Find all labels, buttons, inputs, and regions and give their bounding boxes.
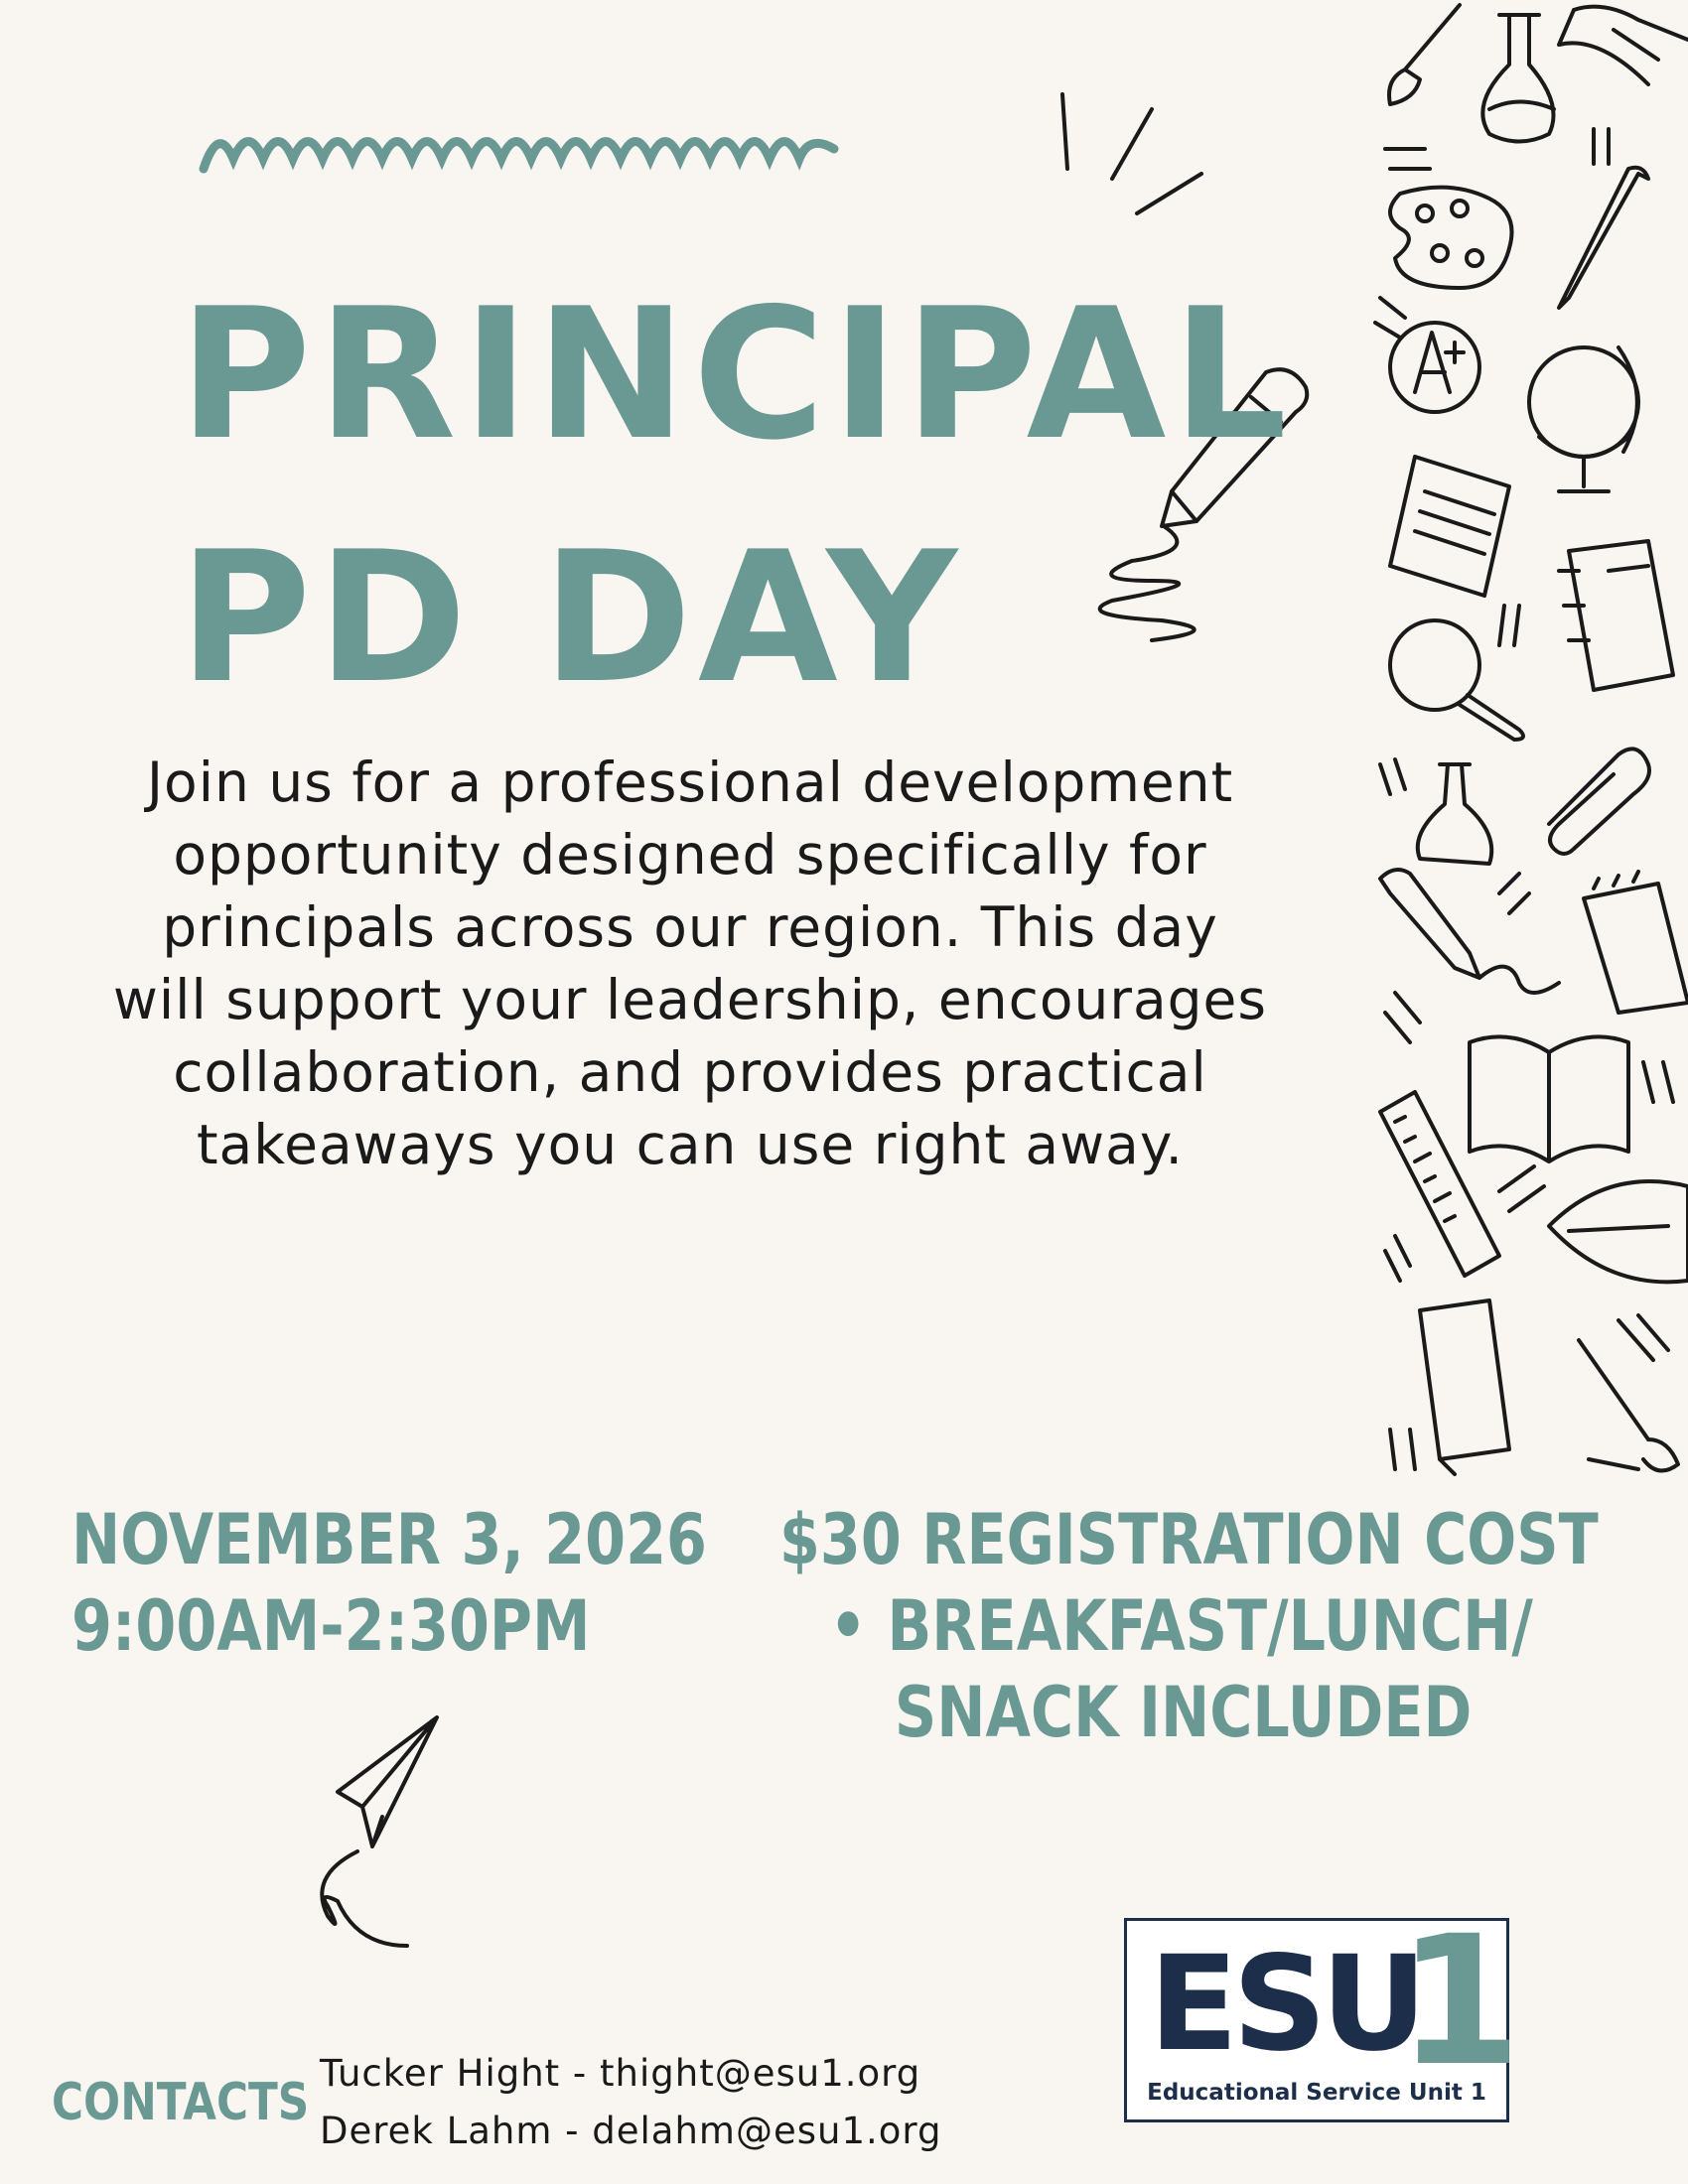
intro-paragraph: Join us for a professional development opportunity designed specifically for principals across our region. This day will support your leadership, encourages collaboration, and provides practical takeaways you can use right away. xyxy=(112,751,1268,1176)
logo-esu-text: ESU xyxy=(1149,1928,1422,2081)
meal-bullet-line2: SNACK INCLUDED xyxy=(894,1672,1473,1753)
esu1-logo xyxy=(1124,1898,1522,2122)
event-date: NOVEMBER 3, 2026 xyxy=(71,1499,707,1580)
logo-tagline: Educational Service Unit 1 xyxy=(1147,2080,1486,2106)
contact-tucker: Tucker Hight - thight@esu1.org xyxy=(320,2052,921,2095)
burst-lines-decoration xyxy=(1043,79,1221,228)
page-title xyxy=(179,253,1293,740)
meal-bullet-line1: • BREAKFAST/LUNCH/ xyxy=(829,1585,1533,1667)
title-line-principal: PRINCIPAL xyxy=(179,269,1294,479)
logo-number: 1 xyxy=(1397,1898,1522,2106)
contacts-list xyxy=(320,2045,941,2160)
title-line-pd-day: PD DAY xyxy=(179,512,964,723)
registration-cost: $30 REGISTRATION COST xyxy=(779,1499,1599,1580)
school-doodles-border xyxy=(1360,0,1688,1509)
zigzag-decoration xyxy=(199,119,844,179)
paper-plane-icon xyxy=(298,1707,457,1956)
cost-block xyxy=(779,1497,1599,1756)
contacts-label: CONTACTS xyxy=(52,2073,310,2132)
contact-derek: Derek Lahm - delahm@esu1.org xyxy=(320,2110,942,2152)
event-time: 9:00AM-2:30PM xyxy=(71,1585,591,1667)
event-date-block xyxy=(71,1497,707,1670)
